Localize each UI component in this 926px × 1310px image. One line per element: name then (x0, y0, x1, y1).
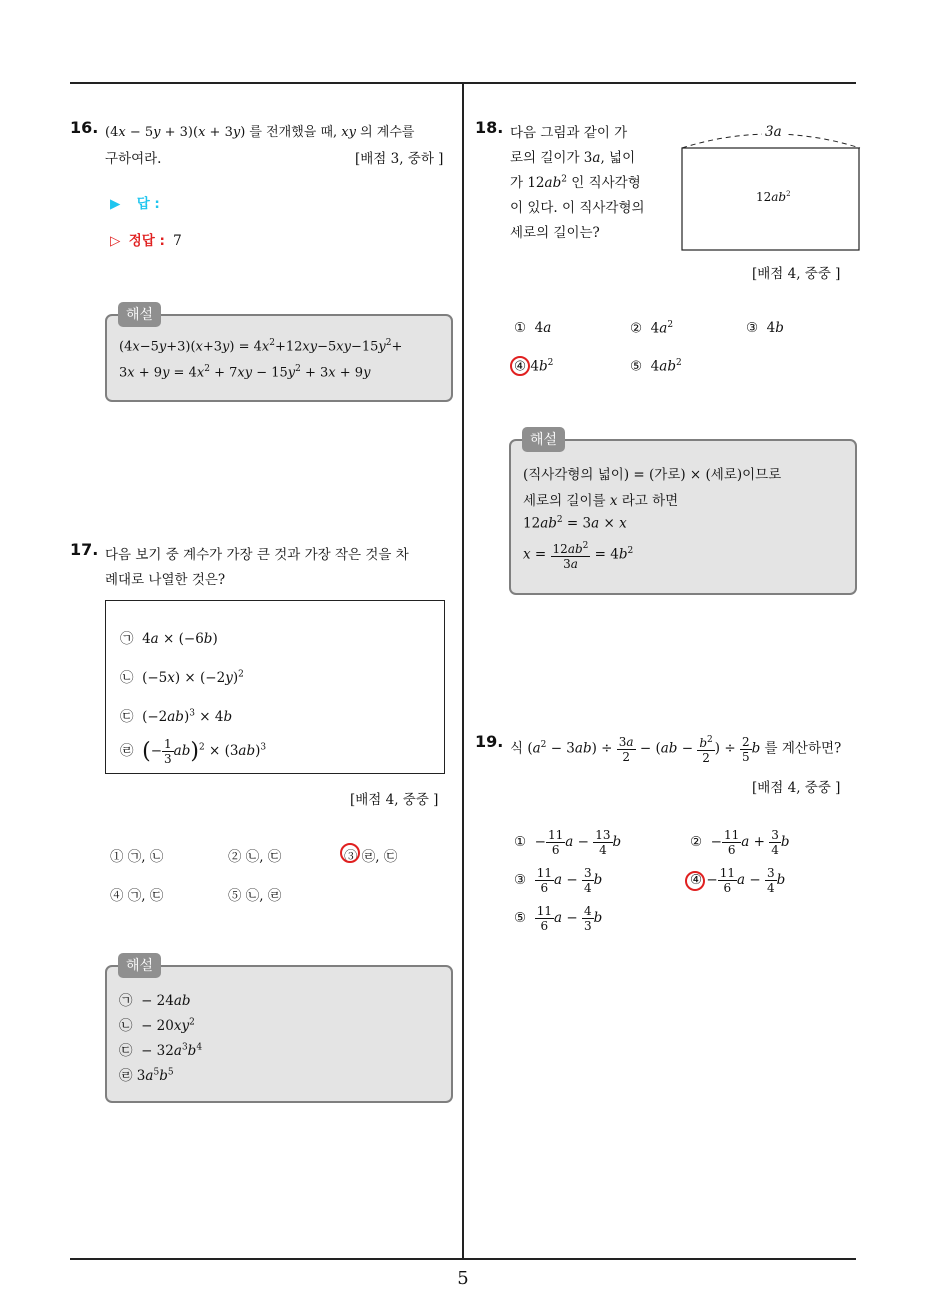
q18-fig-top-label: 3a (762, 124, 785, 140)
answer-arrow-icon: ▶ (110, 196, 121, 212)
q18-text-line1: 다음 그림과 같이 가 (510, 125, 628, 141)
q18-explanation-tag: 해설 (522, 427, 565, 452)
q18-text-line5: 세로의 길이는? (510, 225, 600, 241)
q18-text-line2: 로의 길이가 3a, 넓이 (510, 150, 636, 166)
q18-expl-line2: 세로의 길이를 x 라고 하면 (523, 493, 679, 509)
q17-expl-line2: ㉡ − $20xy^2$ (119, 1017, 195, 1034)
q19-points: [배점 4, 중중 ] (752, 780, 841, 796)
q16-text-line2: 구하여라. (105, 151, 162, 167)
q18-expl-line3: $12ab^2 = 3a \times x$ (523, 515, 627, 532)
correct-arrow-icon: ▷ (110, 233, 121, 249)
selected-answer-circle-icon (340, 843, 360, 863)
q17-expl-line4: ㉣ $3a^5b^5$ (119, 1067, 174, 1084)
q19-text: 식 $(a^2 - 3ab)$ ÷ $\frac{3a}{2}$ − (ab − $\frac{b^2}{2}$ ) ÷ $\frac{2}{5}$ b 를 계산하면? (510, 734, 842, 765)
q16-explanation-tag: 해설 (118, 302, 161, 327)
q18-points: [배점 4, 중중 ] (752, 266, 841, 282)
selected-answer-circle-icon (685, 871, 705, 891)
q17-explanation-box (105, 965, 453, 1103)
q18-expl-line1: (직사각형의 넓이) = (가로) × (세로)이므로 (523, 467, 782, 483)
q18-fig-area-label: $12ab^2$ (756, 190, 791, 204)
q17-expl-line3: ㉢ − $32a^3b^4$ (119, 1042, 203, 1059)
q17-choice-3[interactable]: ③ ㉣, ㉢ (344, 849, 398, 865)
q17-box-item-4: ㉣ (− $\frac{1}{3}$ $ab)^2 \times (3ab)^3$ (120, 737, 267, 766)
q18-choice-5[interactable]: ⑤ $4ab^2$ (630, 358, 682, 375)
q18-choice-3[interactable]: ③ 4b (746, 320, 784, 336)
q17-choice-2[interactable]: ② ㉡, ㉢ (228, 849, 282, 865)
q16-answer-row (110, 192, 160, 212)
q18-explanation-box (509, 439, 857, 595)
q17-text-line2: 례대로 나열한 것은? (105, 572, 226, 588)
q18-choice-1[interactable]: ① 4a (514, 320, 552, 336)
q17-explanation-tag: 해설 (118, 953, 161, 978)
q16-correct-label: 정답 : (128, 233, 165, 249)
q16-correct-row (110, 229, 182, 249)
q18-text-line3: 가 $12ab^2$ 인 직사각형 (510, 174, 641, 191)
q17-option-box (105, 600, 445, 774)
q16-points: [배점 3, 중하 ] (355, 151, 444, 167)
q18-choice-4[interactable]: ④ $4b^2$ (514, 358, 554, 375)
q16-answer-label: 답 : (136, 196, 160, 212)
q17-points: [배점 4, 중중 ] (350, 792, 439, 808)
q16-number: 16. (70, 118, 99, 137)
q17-box-item-1: ㉠ 4a × (−6b) (120, 631, 218, 647)
q17-number: 17. (70, 540, 99, 559)
q17-expl-line1: ㉠ − 24ab (119, 993, 191, 1009)
q16-expl-line2: $3x + 9y = 4x^2 + 7xy - 15y^2 + 3x + 9y$ (119, 364, 371, 381)
q17-box-item-2: ㉡ $(-5x) \times (-2y)^2$ (120, 669, 244, 686)
q17-choice-5[interactable]: ⑤ ㉡, ㉣ (228, 888, 282, 904)
q17-choice-1[interactable]: ① ㉠, ㉡ (110, 849, 164, 865)
q17-choice-4[interactable]: ④ ㉠, ㉢ (110, 888, 164, 904)
q16-expl-line1: $(4x-5y+3)(x+3y) = 4x^2+12xy-5xy-15y^2+$ (119, 338, 403, 355)
q17-box-item-3: ㉢ $(-2ab)^3 \times 4b$ (120, 708, 233, 725)
page-number: 5 (457, 1268, 469, 1289)
q16-explanation-box (105, 314, 453, 402)
q18-text-line4: 이 있다. 이 직사각형의 (510, 200, 645, 216)
bottom-rule (70, 1258, 856, 1260)
q19-choice-2[interactable]: ② − $\frac{11}{6}$ a + $\frac{3}{4}$ b (690, 828, 790, 857)
q18-expl-line4: x = $\frac{12ab^2}{3a}$ = $4b^2$ (523, 541, 634, 571)
q16-correct-value: 7 (173, 233, 182, 249)
q17-text-line1: 다음 보기 중 계수가 가장 큰 것과 가장 작은 것을 차 (105, 547, 409, 563)
column-divider (462, 82, 464, 1259)
q19-choice-5[interactable]: ⑤ $\frac{11}{6}$ a − $\frac{4}{3}$ b (514, 904, 603, 933)
q19-choice-4[interactable]: ④ − $\frac{11}{6}$ a − $\frac{3}{4}$ b (690, 866, 786, 895)
q18-choice-2[interactable]: ② $4a^2$ (630, 320, 674, 337)
q19-number: 19. (475, 732, 504, 751)
q19-choice-3[interactable]: ③ $\frac{11}{6}$ a − $\frac{3}{4}$ b (514, 866, 603, 895)
selected-answer-circle-icon (510, 356, 530, 376)
q18-number: 18. (475, 118, 504, 137)
q19-choice-1[interactable]: ① − $\frac{11}{6}$ a − $\frac{13}{4}$ b (514, 828, 622, 857)
q16-text-line1: (4x − 5y + 3)(x + 3y) 를 전개했을 때, xy 의 계수를 (105, 125, 415, 140)
